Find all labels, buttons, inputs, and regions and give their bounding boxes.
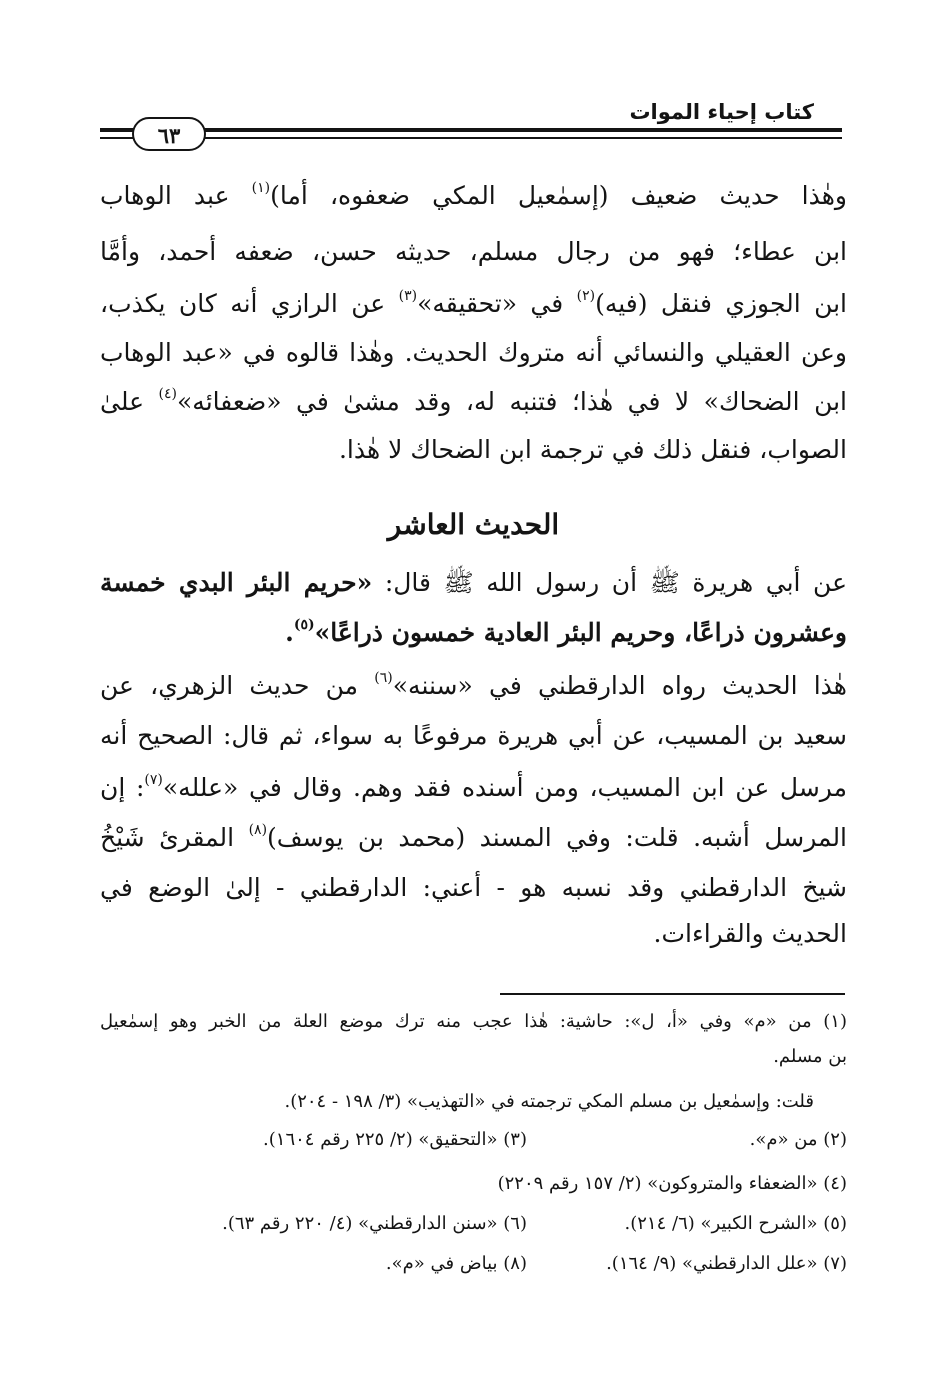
header-rule-thin (100, 137, 842, 139)
footnote-1-note: قلت: وإسمٰعيل بن مسلم المكي ترجمته في «التهذيب» (٣/ ١٩٨ - ٢٠٤). (284, 1091, 814, 1112)
commentary-line: شيخ الدارقطني وقد نسبه هو - أعني: الدارقطني - إلىٰ الوضع في (100, 873, 847, 902)
commentary-line: الحديث والقراءات. (653, 919, 847, 948)
footnote-1-cont: بن مسلم. (773, 1046, 847, 1067)
running-header-title: كتاب إحياء الموات (629, 100, 814, 124)
commentary-line: مرسل عن ابن المسيب، ومن أسنده فقد وهم. وقال في «علله»$^{(٧)}$: إن (100, 772, 847, 802)
page-number: ٦٣ (132, 117, 206, 151)
section-heading: الحديث العاشر (387, 508, 560, 541)
body-line: الصواب، فنقل ذلك في ترجمة ابن الضحاك لا هٰذا. (338, 435, 847, 464)
footnote-1: (١) من «م» وفي «أ، ل»: حاشية: هٰذا عجب منه ترك موضع العلة من الخبر وهو إسمٰعيل (100, 1011, 847, 1032)
footnote-6: (٦) «سنن الدارقطني» (٤/ ٢٢٠ رقم ٦٣). (222, 1213, 527, 1234)
footnote-8: (٨) بياض في «م». (385, 1253, 527, 1274)
commentary-line: سعيد بن المسيب، عن أبي هريرة مرفوعًا به سواء، ثم قال: الصحيح أنه (100, 721, 847, 750)
footnote-2: (٢) من «م». (749, 1129, 847, 1150)
footnote-4: (٤) «الضعفاء والمتروكون» (٢/ ١٥٧ رقم ٢٢٠٩) (497, 1173, 847, 1194)
footnote-separator (500, 993, 845, 995)
body-line: وهٰذا حديث ضعيف (إسمٰعيل المكي ضعفوه، أما)$^{(١)}$ عبد الوهاب (100, 180, 848, 210)
hadith-line: عن أبي هريرة ﷺ أن رسول الله ﷺ قال: «حريم البئر البدي خمسة (100, 568, 847, 597)
body-line: ابن الجوزي فنقل (فيه)$^{(٢)}$ في «تحقيقه»$^{(٣)}$ عن الرازي أنه كان يكذب، (100, 288, 848, 318)
body-line: ابن عطاء؛ فهو من رجال مسلم، حديثه حسن، ضعفه أحمد، وأمَّا (100, 237, 847, 266)
commentary-line: المرسل أشبه. قلت: وفي المسند (محمد بن يوسف)$^{(٨)}$ المقرئ شَيْخُ (100, 822, 848, 852)
body-line: ابن الضحاك» لا في هٰذا؛ فتنبه له، وقد مشىٰ في «ضعفائه»$^{(٤)}$ علىٰ (100, 386, 848, 416)
header-rule-thick (100, 128, 842, 132)
footnote-3: (٣) «التحقيق» (٢/ ٢٢٥ رقم ١٦٠٤). (263, 1129, 527, 1150)
body-line: وعن العقيلي والنسائي أنه متروك الحديث. وهٰذا قالوه في «عبد الوهاب (100, 338, 847, 367)
commentary-line: هٰذا الحديث رواه الدارقطني في «سننه»$^{(٦)}$ من حديث الزهري، عن (100, 670, 847, 700)
footnote-5: (٥) «الشرح الكبير» (٦/ ٢١٤). (624, 1213, 847, 1234)
footnote-7: (٧) «علل الدارقطني» (٩/ ١٦٤). (606, 1253, 847, 1274)
hadith-line: وعشرون ذراعًا، وحريم البئر العادية خمسون ذراعًا»$^{(٥)}$. (285, 617, 847, 647)
